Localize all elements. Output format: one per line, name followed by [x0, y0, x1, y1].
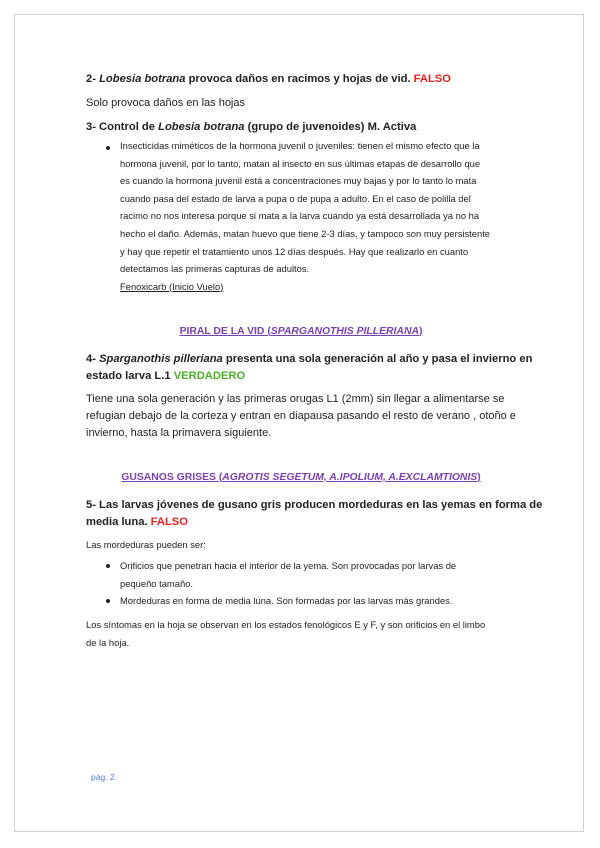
- q5-bullet-line: Mordeduras en forma de media luna. Son formadas por las larvas más grandes.: [120, 595, 453, 606]
- q4-answer-line: invierno, hasta la primavera siguiente.: [86, 427, 272, 439]
- q2-verdict: FALSO: [413, 73, 451, 85]
- q2-species: Lobesia botrana: [99, 73, 186, 85]
- q5-verdict: FALSO: [150, 516, 188, 528]
- q5-bullet-2: [120, 592, 517, 610]
- q3-species: Lobesia botrana: [158, 121, 245, 133]
- question-3-heading: [86, 119, 416, 136]
- q3-line: hormona juvenil, por lo tanto, matan al insecto en sus últimas etapas de desarrollo que: [120, 157, 481, 169]
- q3-prefix: 3- Control de: [86, 121, 159, 133]
- q4-answer-line: refugian debajo de la corteza y entran en diapausa pasando el resto de verano , otoño e: [86, 410, 516, 422]
- q4-answer-line: Tiene una sola generación y las primeras orugas L1 (2mm) sin llegar a alimentarse se: [86, 393, 505, 405]
- q5-intro: Las mordeduras pueden ser:: [86, 539, 206, 550]
- q3-bullet-text: [120, 137, 517, 295]
- page-number: pág. 2: [91, 772, 115, 782]
- q5-bullet-line: Orificios que penetran hacia el interior de la yema. Son provocadas por larvas de: [120, 560, 457, 571]
- q5-bullet-1: [120, 557, 517, 592]
- question-4-heading: [86, 351, 533, 385]
- question-2-answer: Solo provoca daños en las hojas: [86, 97, 245, 109]
- question-4-answer: [86, 391, 526, 442]
- piral-title-species: SPARGANOTHIS PILLERIANA: [270, 326, 419, 337]
- gusanos-title-suffix: ): [477, 472, 481, 483]
- q2-prefix: 2-: [86, 73, 100, 85]
- q5-closing-line: de la hoja.: [86, 636, 130, 648]
- q3-line: detectamos las primeras capturas de adultos.: [120, 263, 310, 275]
- q3-line: es cuando la hormona juvenil está a concentraciones muy bajas y por lo tanto lo mata: [120, 175, 477, 187]
- question-2-heading: [86, 71, 451, 88]
- q3-bullet-marker: [106, 145, 112, 151]
- q4-prefix: 4-: [86, 353, 100, 365]
- q4-text-line2: estado larva L.1: [86, 370, 174, 382]
- section-title-piral: [86, 326, 516, 337]
- q3-line: hecho el daño. Además, matan huevo que tiene 2-3 días, y tampoco son muy persistente: [120, 227, 491, 239]
- q4-verdict: VERDADERO: [173, 370, 246, 382]
- q4-species: Sparganothis pilleriana: [99, 353, 223, 365]
- q5-bullet-marker-2: [106, 599, 112, 605]
- piral-title-prefix: PIRAL DE LA VID (: [179, 326, 271, 337]
- q4-text-line1: presenta una sola generación al año y pasa el invierno en: [222, 353, 533, 365]
- q3-text: (grupo de juvenoides) M. Activa: [244, 121, 417, 133]
- gusanos-title-species: AGROTIS SEGETUM, A.IPOLIUM, A.EXCLAMTIONIS: [222, 472, 478, 483]
- q5-line1: 5- Las larvas jóvenes de gusano gris producen mordeduras en las yemas en forma de: [86, 499, 543, 511]
- question-5-heading: [86, 497, 543, 531]
- q3-product: Fenoxicarb (Inicio Vuelo): [120, 280, 224, 292]
- q3-line: Insecticidas miméticos de la hormona juvenil o juveniles: tienen el mismo efecto que la: [120, 140, 480, 151]
- section-title-gusanos: [86, 472, 516, 483]
- q5-bullet-marker-1: [106, 564, 112, 570]
- gusanos-title-prefix: GUSANOS GRISES (: [121, 472, 223, 483]
- q2-text: provoca daños en racimos y hojas de vid.: [185, 73, 414, 85]
- q5-line2: media luna.: [86, 516, 151, 528]
- q3-line: cuando pasa del estado de larva a pupa o de pupa a adulto. En el caso de polilla del: [120, 192, 471, 204]
- q3-line: y hay que repetir el tratamiento unos 12 días después. Hay que realizarlo en cuanto: [120, 245, 469, 257]
- piral-title-suffix: ): [418, 326, 423, 337]
- q5-bullet-line: pequeño tamaño.: [120, 577, 193, 589]
- q5-closing-line: Los síntomas en la hoja se observan en los estados fenológicos E y F, y son orificios en el limbo: [86, 619, 486, 630]
- q3-line: racimo no nos interesa porque si mata a la larva cuando ya está desarrollada ya no ha: [120, 210, 480, 222]
- q5-closing: [86, 616, 526, 651]
